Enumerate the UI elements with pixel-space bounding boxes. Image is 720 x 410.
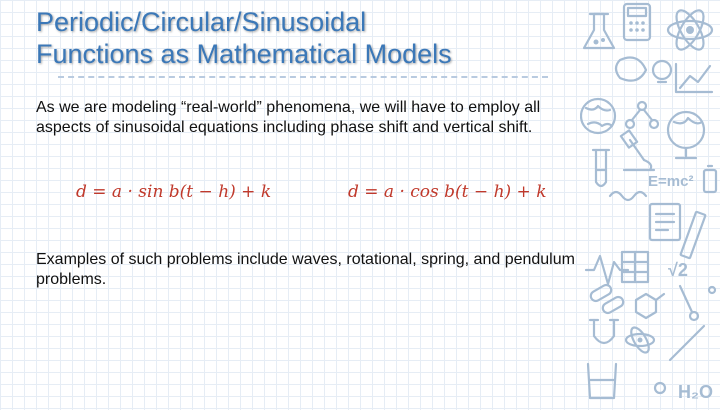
calculator-icon — [624, 4, 650, 40]
magnet-icon — [590, 320, 618, 343]
sqrt-icon: √2 — [668, 260, 688, 280]
globe-icon — [581, 99, 615, 133]
slide-title-line-1: Periodic/Circular/Sinusoidal — [36, 7, 367, 37]
title-divider — [58, 76, 548, 78]
test-tube-icon — [593, 150, 609, 186]
microscope-icon — [621, 130, 654, 170]
intro-paragraph: As we are modeling “real-world” phenomena, we will have to employ all aspects of sinusoidal equations including phase shift and vertical shift. — [36, 99, 541, 136]
science-doodles — [580, 0, 720, 405]
graph-icon — [676, 64, 712, 92]
cosine-formula: d = a · cos b(t − h) + k — [348, 182, 547, 202]
energy-formula-doodle: E=mc² — [648, 173, 694, 190]
h2o-icon: H₂O — [678, 382, 713, 402]
ruler-icon — [680, 212, 705, 259]
slide-title — [36, 6, 576, 70]
flask-icon — [584, 14, 614, 48]
sine-formula: d = a · sin b(t − h) + k — [76, 182, 272, 202]
slide-title-line-2: Functions as Mathematical Models — [36, 39, 452, 69]
battery-icon — [704, 166, 716, 192]
atom-icon — [668, 6, 712, 53]
examples-paragraph: Examples of such problems include waves, rotational, spring, and pendulum problems. — [36, 251, 575, 288]
molecule-icon — [626, 102, 658, 128]
